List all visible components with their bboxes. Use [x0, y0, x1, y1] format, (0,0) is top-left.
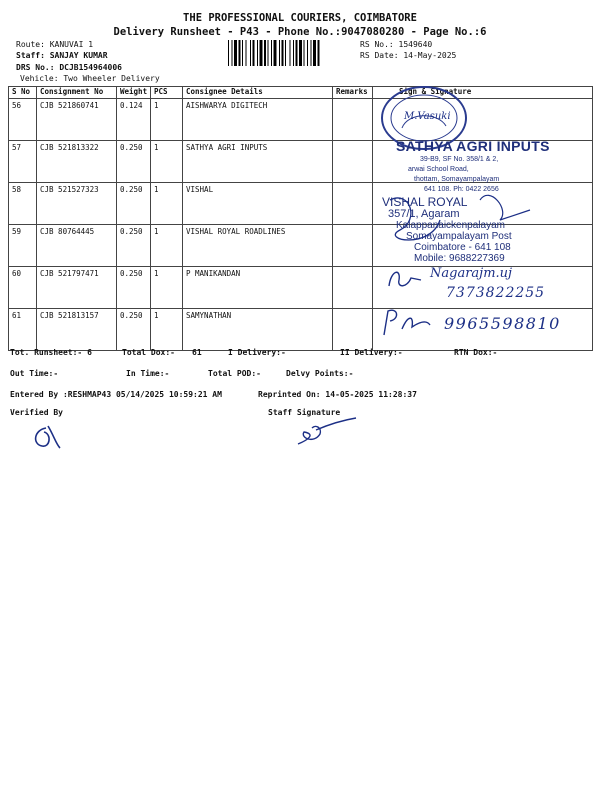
sathya-stamp-line4: 641 108. Ph: 0422 2656 [424, 186, 499, 193]
rtn-dox-label: RTN Dox:- [454, 348, 498, 357]
sathya-stamp-line3: thottam, Somayampalayam [414, 176, 500, 183]
signature-row60-image [385, 266, 425, 292]
route-label: Route: KANUVAI 1 [16, 40, 94, 49]
staff-signature-image [294, 414, 358, 450]
cell-sno: 58 [9, 183, 37, 225]
rs-date: RS Date: 14-May-2025 [360, 51, 457, 60]
cell-remarks [333, 141, 373, 183]
handwritten-phone-row60: 7373822255 [446, 285, 546, 301]
cell-consignee: AISHWARYA DIGITECH [183, 99, 333, 141]
col-header-consignment: Consignment No [37, 87, 117, 99]
cell-sno: 57 [9, 141, 37, 183]
cell-sno: 59 [9, 225, 37, 267]
sathya-stamp-line2: arwai School Road, [408, 166, 469, 173]
cell-consignment: CJB 521527323 [37, 183, 117, 225]
vishal-stamp-line3: Somayampalayam Post [406, 231, 512, 242]
sathya-stamp-name: SATHYA AGRI INPUTS [396, 138, 550, 154]
cell-weight: 0.250 [117, 141, 151, 183]
drs-number: DRS No.: DCJB154964006 [16, 63, 122, 72]
col-header-pcs: PCS [151, 87, 183, 99]
out-time-label: Out Time:- [10, 369, 59, 378]
cell-sno: 60 [9, 267, 37, 309]
vishal-stamp-mobile: Mobile: 9688227369 [414, 253, 505, 264]
signature-row61-image [378, 305, 434, 339]
delvy-points-label: Delvy Points:- [286, 369, 354, 378]
runsheet-subtitle: Delivery Runsheet - P43 - Phone No.:9047080280 - Page No.:6 [113, 26, 487, 38]
col-header-weight: Weight [117, 87, 151, 99]
cell-consignment: CJB 521860741 [37, 99, 117, 141]
handwritten-name-row60: Nagarajm.uj [430, 266, 513, 281]
cell-weight: 0.250 [117, 225, 151, 267]
cell-consignment: CJB 521813322 [37, 141, 117, 183]
cell-sno: 56 [9, 99, 37, 141]
vishal-stamp-line4: Coimbatore - 641 108 [414, 242, 511, 253]
reprinted-on: Reprinted On: 14-05-2025 11:28:37 [258, 390, 417, 399]
cell-weight: 0.250 [117, 309, 151, 351]
cell-consignee: VISHAL ROYAL ROADLINES [183, 225, 333, 267]
col-header-remarks: Remarks [333, 87, 373, 99]
total-pod-label: Total POD:- [208, 369, 261, 378]
staff-signature-label: Staff Signature [268, 408, 341, 417]
total-dox-value: 61 [192, 348, 202, 357]
cell-remarks [333, 267, 373, 309]
signature-scribble-image [380, 180, 560, 260]
col-header-consignee: Consignee Details [183, 87, 333, 99]
vishal-stamp-line2: Kalappanaickenpalayam [396, 220, 505, 231]
company-title: THE PROFESSIONAL COURIERS, COIMBATORE [183, 12, 417, 24]
i-delivery-label: I Delivery:- [228, 348, 286, 357]
cell-weight: 0.250 [117, 183, 151, 225]
cell-consignee: SATHYA AGRI INPUTS [183, 141, 333, 183]
cell-pcs: 1 [151, 267, 183, 309]
staff-label: Staff: SANJAY KUMAR [16, 51, 108, 60]
total-dox-label: Total Dox:- [122, 348, 175, 357]
vehicle-label: Vehicle: Two Wheeler Delivery [20, 74, 160, 83]
vishal-stamp-line1: 357/1, Agaram [388, 208, 460, 220]
sathya-stamp-line1: 39-B9, SF No. 358/1 & 2, [420, 156, 499, 163]
cell-pcs: 1 [151, 141, 183, 183]
verified-by-label: Verified By [10, 408, 63, 417]
cell-pcs: 1 [151, 183, 183, 225]
cell-remarks [333, 309, 373, 351]
cell-consignment: CJB 521813157 [37, 309, 117, 351]
round-stamp-signature: M.Vasuki [404, 111, 451, 122]
cell-sno: 61 [9, 309, 37, 351]
cell-consignment: CJB 80764445 [37, 225, 117, 267]
cell-consignee: VISHAL [183, 183, 333, 225]
cell-pcs: 1 [151, 225, 183, 267]
cell-consignment: CJB 521797471 [37, 267, 117, 309]
barcode-image [228, 40, 356, 66]
cell-pcs: 1 [151, 99, 183, 141]
cell-weight: 0.250 [117, 267, 151, 309]
table-header-row [9, 87, 593, 99]
cell-remarks [333, 225, 373, 267]
col-header-sno: S No [9, 87, 37, 99]
vishal-stamp-name: VISHAL ROYAL [382, 195, 468, 209]
cell-consignee: SAMYNATHAN [183, 309, 333, 351]
in-time-label: In Time:- [126, 369, 170, 378]
cell-remarks [333, 99, 373, 141]
table-row [9, 99, 593, 141]
cell-remarks [333, 183, 373, 225]
rs-number: RS No.: 1549640 [360, 40, 433, 49]
ii-delivery-label: II Delivery:- [340, 348, 403, 357]
handwritten-phone-row61: 9965598810 [444, 314, 561, 333]
cell-weight: 0.124 [117, 99, 151, 141]
cell-pcs: 1 [151, 309, 183, 351]
col-header-signature: Sign & Signature [373, 87, 593, 99]
total-runsheet: Tot. Runsheet:- 6 [10, 348, 92, 357]
verified-signature-image [30, 422, 64, 452]
cell-consignee: P MANIKANDAN [183, 267, 333, 309]
entered-by: Entered By :RESHMAP43 05/14/2025 10:59:21 AM [10, 390, 222, 399]
